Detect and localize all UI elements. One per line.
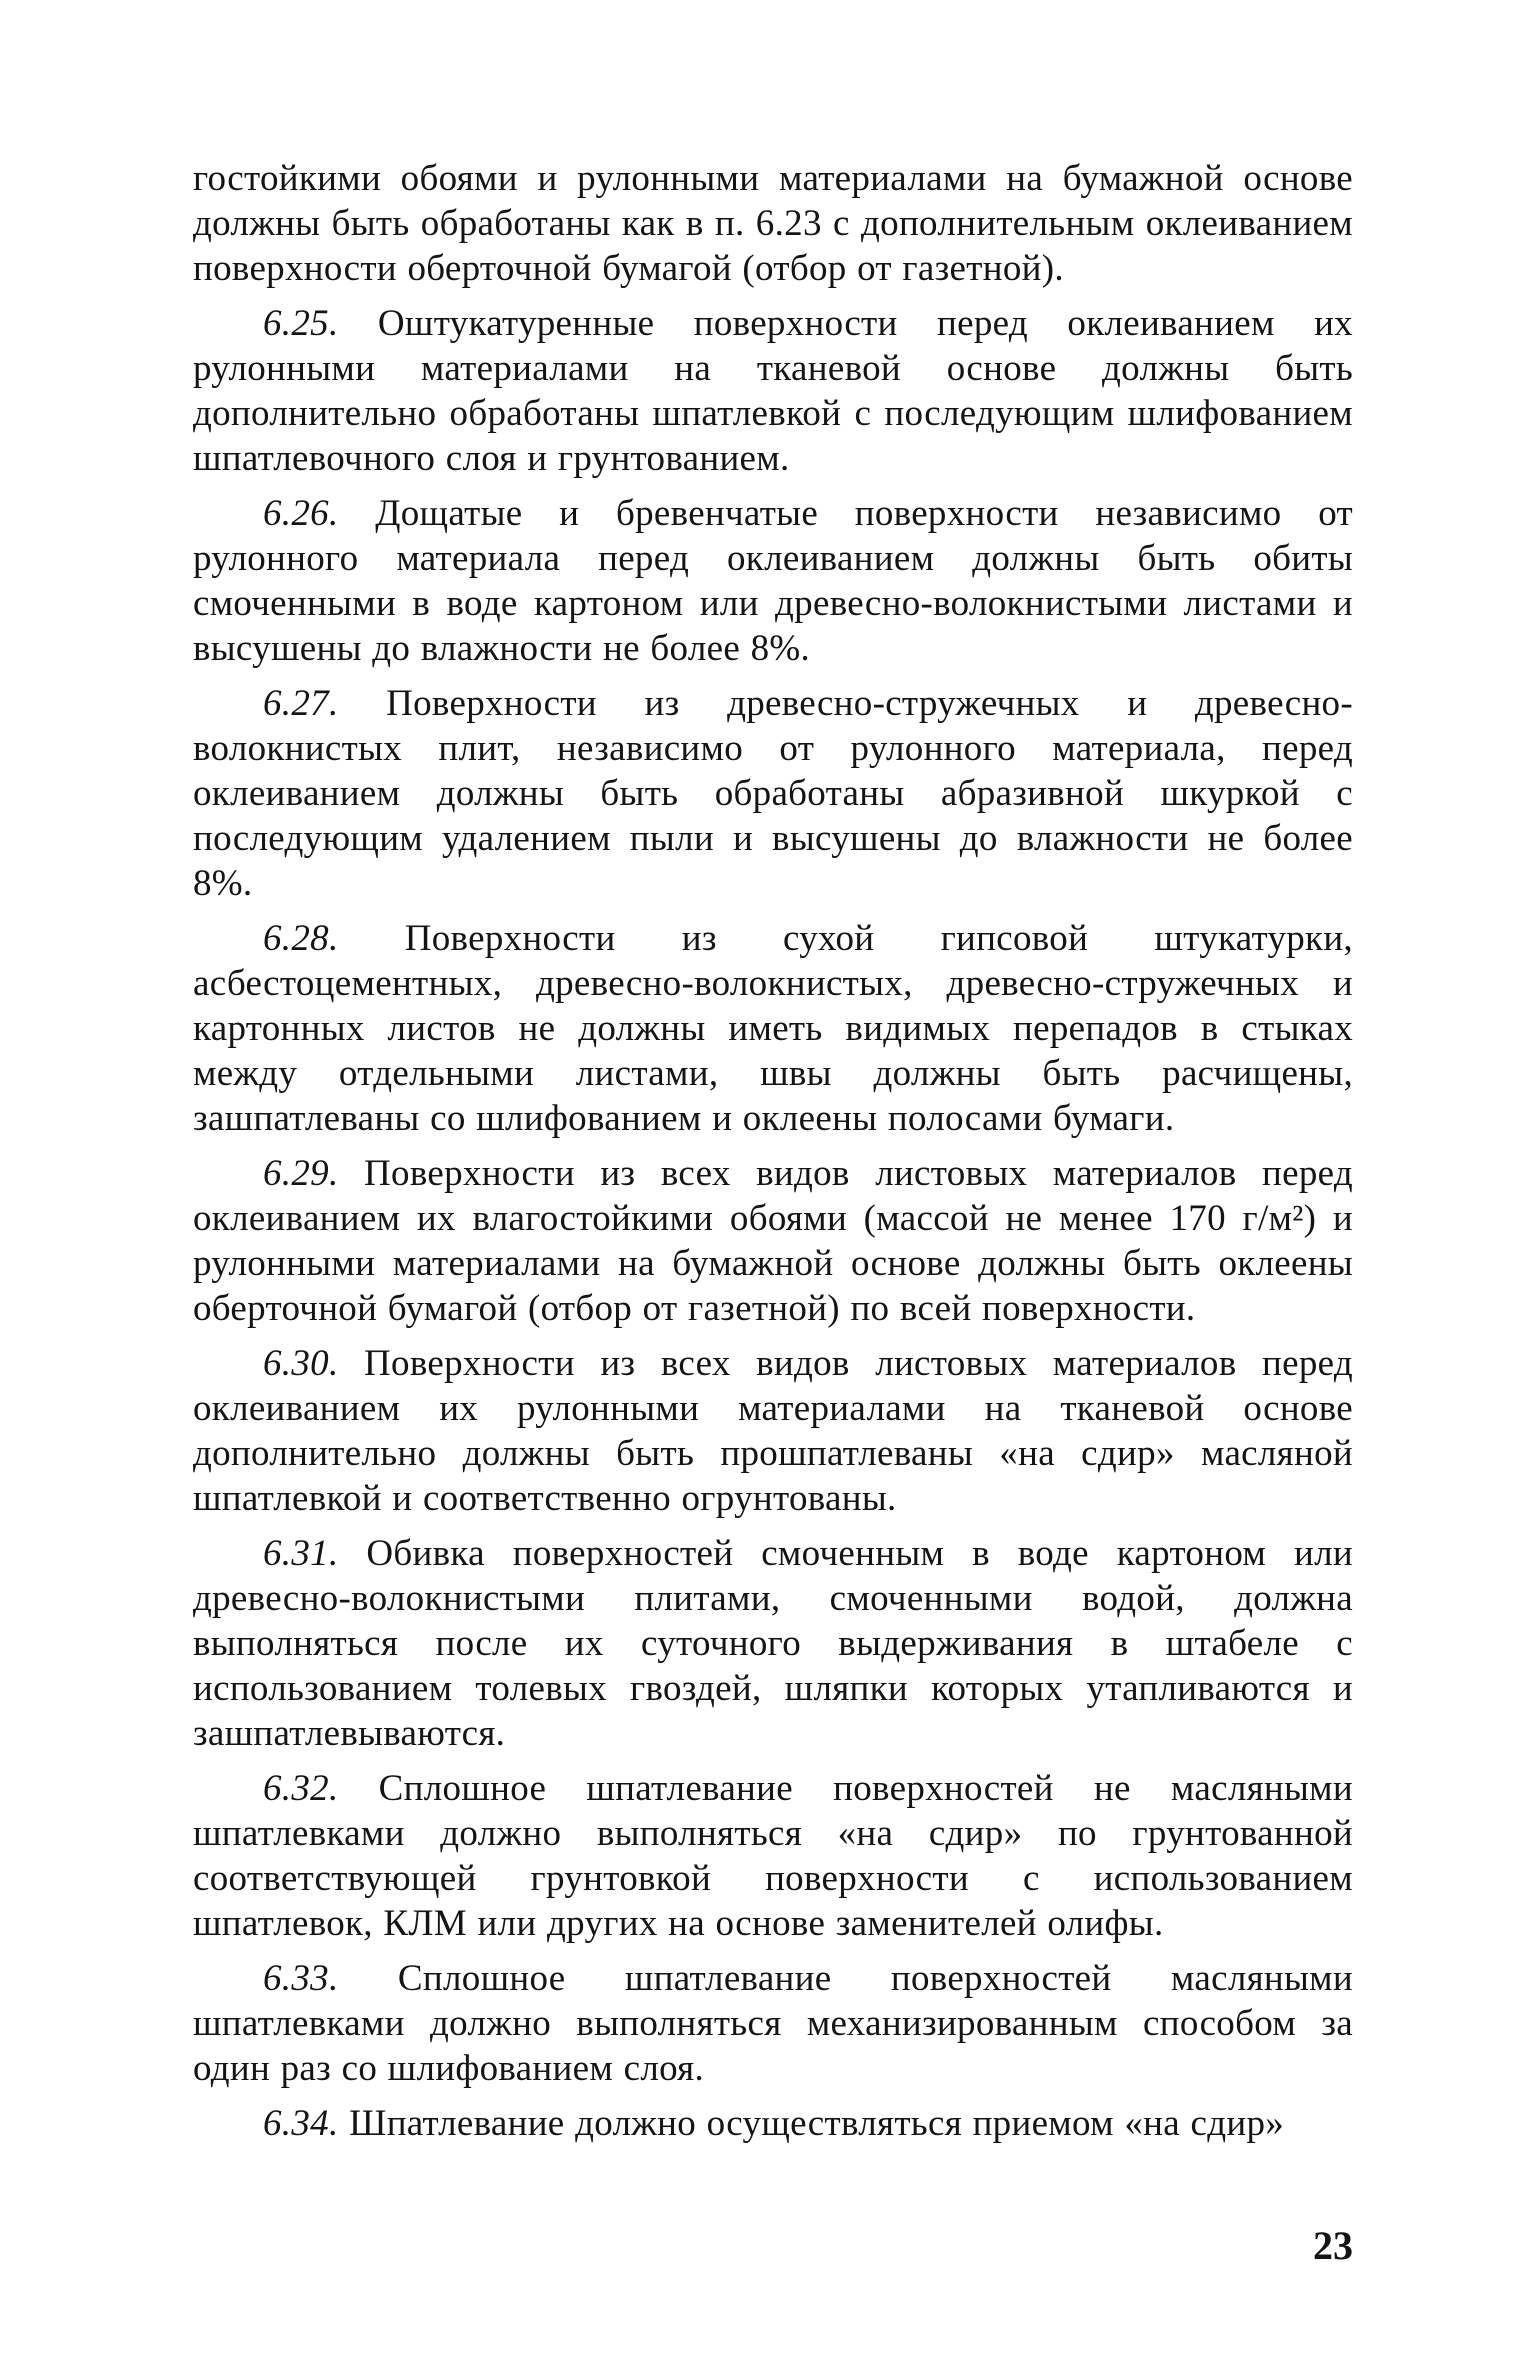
paragraph-number: 6.25.: [263, 303, 339, 344]
paragraph-text: Оштукатуренные поверхности перед оклеиванием их рулонными материалами на тканевой основе должны быть дополнительно обработаны шпатлевкой с последующим шлифованием шпатлевочного слоя и грунтованием.: [193, 303, 1353, 479]
paragraph-6-25: [193, 301, 1353, 481]
document-page: [193, 156, 1353, 2266]
paragraph-number: 6.27.: [263, 683, 339, 724]
paragraph-number: 6.34.: [263, 2103, 339, 2144]
paragraph-6-27: [193, 681, 1353, 906]
paragraph-text: гостойкими обоями и рулонными материалами на бумажной основе должны быть обработаны как в п. 6.23 с дополнительным оклеиванием поверхности оберточной бумагой (отбор от газетной).: [193, 158, 1353, 289]
page-number: 23: [1313, 2223, 1353, 2268]
paragraph-number: 6.33.: [263, 1958, 339, 1999]
paragraph-text: Шпатлевание должно осуществляться приемом «на сдир»: [349, 2103, 1285, 2144]
paragraph-6-32: [193, 1766, 1353, 1946]
paragraph-number: 6.29.: [263, 1153, 339, 1194]
paragraph-number: 6.31.: [263, 1533, 339, 1574]
paragraph-number: 6.30.: [263, 1343, 339, 1384]
paragraph-text: Поверхности из древесно-стружечных и древесно-волокнистых плит, независимо от рулонного материала, перед оклеиванием должны быть обработаны абразивной шкуркой с последующим удалением пыли и высушены до влажности не более 8%.: [193, 683, 1353, 904]
paragraph-6-30: [193, 1341, 1353, 1521]
paragraph-text: Сплошное шпатлевание поверхностей не масляными шпатлевками должно выполняться «на сдир» по грунтованной соответствующей грунтовкой поверхности с использованием шпатлевок, КЛМ или других на основе заменителей олифы.: [193, 1768, 1353, 1944]
paragraph-6-34: [193, 2101, 1353, 2146]
paragraph-number: 6.32.: [263, 1768, 339, 1809]
paragraph-text: Сплошное шпатлевание поверхностей масляными шпатлевками должно выполняться механизированным способом за один раз со шлифованием слоя.: [193, 1958, 1353, 2089]
paragraph-text: Обивка поверхностей смоченным в воде картоном или древесно-волокнистыми плитами, смоченными водой, должна выполняться после их суточного выдерживания в штабеле с использованием толевых гвоздей, шляпки которых утапливаются и зашпатлевываются.: [193, 1533, 1353, 1754]
paragraph-6-28: [193, 916, 1353, 1141]
paragraph-number: 6.26.: [263, 493, 339, 534]
paragraph-text: Поверхности из сухой гипсовой штукатурки, асбестоцементных, древесно-волокнистых, древесно-стружечных и картонных листов не должны иметь видимых перепадов в стыках между отдельными листами, швы должны быть расчищены, зашпатлеваны со шлифованием и оклеены полосами бумаги.: [193, 918, 1353, 1139]
paragraph-number: 6.28.: [263, 918, 339, 959]
paragraph-continuation: [193, 156, 1353, 291]
paragraph-6-33: [193, 1956, 1353, 2091]
paragraph-text: Поверхности из всех видов листовых материалов перед оклеиванием их рулонными материалами на тканевой основе дополнительно должны быть прошпатлеваны «на сдир» масляной шпатлевкой и соответственно огрунтованы.: [193, 1343, 1353, 1519]
paragraph-text: Дощатые и бревенчатые поверхности независимо от рулонного материала перед оклеиванием должны быть обиты смоченными в воде картоном или древесно-волокнистыми листами и высушены до влажности не более 8%.: [193, 493, 1353, 669]
paragraph-6-29: [193, 1151, 1353, 1331]
paragraph-6-31: [193, 1531, 1353, 1756]
paragraph-text: Поверхности из всех видов листовых материалов перед оклеиванием их влагостойкими обоями (массой не менее 170 г/м²) и рулонными материалами на бумажной основе должны быть оклеены оберточной бумагой (отбор от газетной) по всей поверхности.: [193, 1153, 1353, 1329]
paragraph-6-26: [193, 491, 1353, 671]
